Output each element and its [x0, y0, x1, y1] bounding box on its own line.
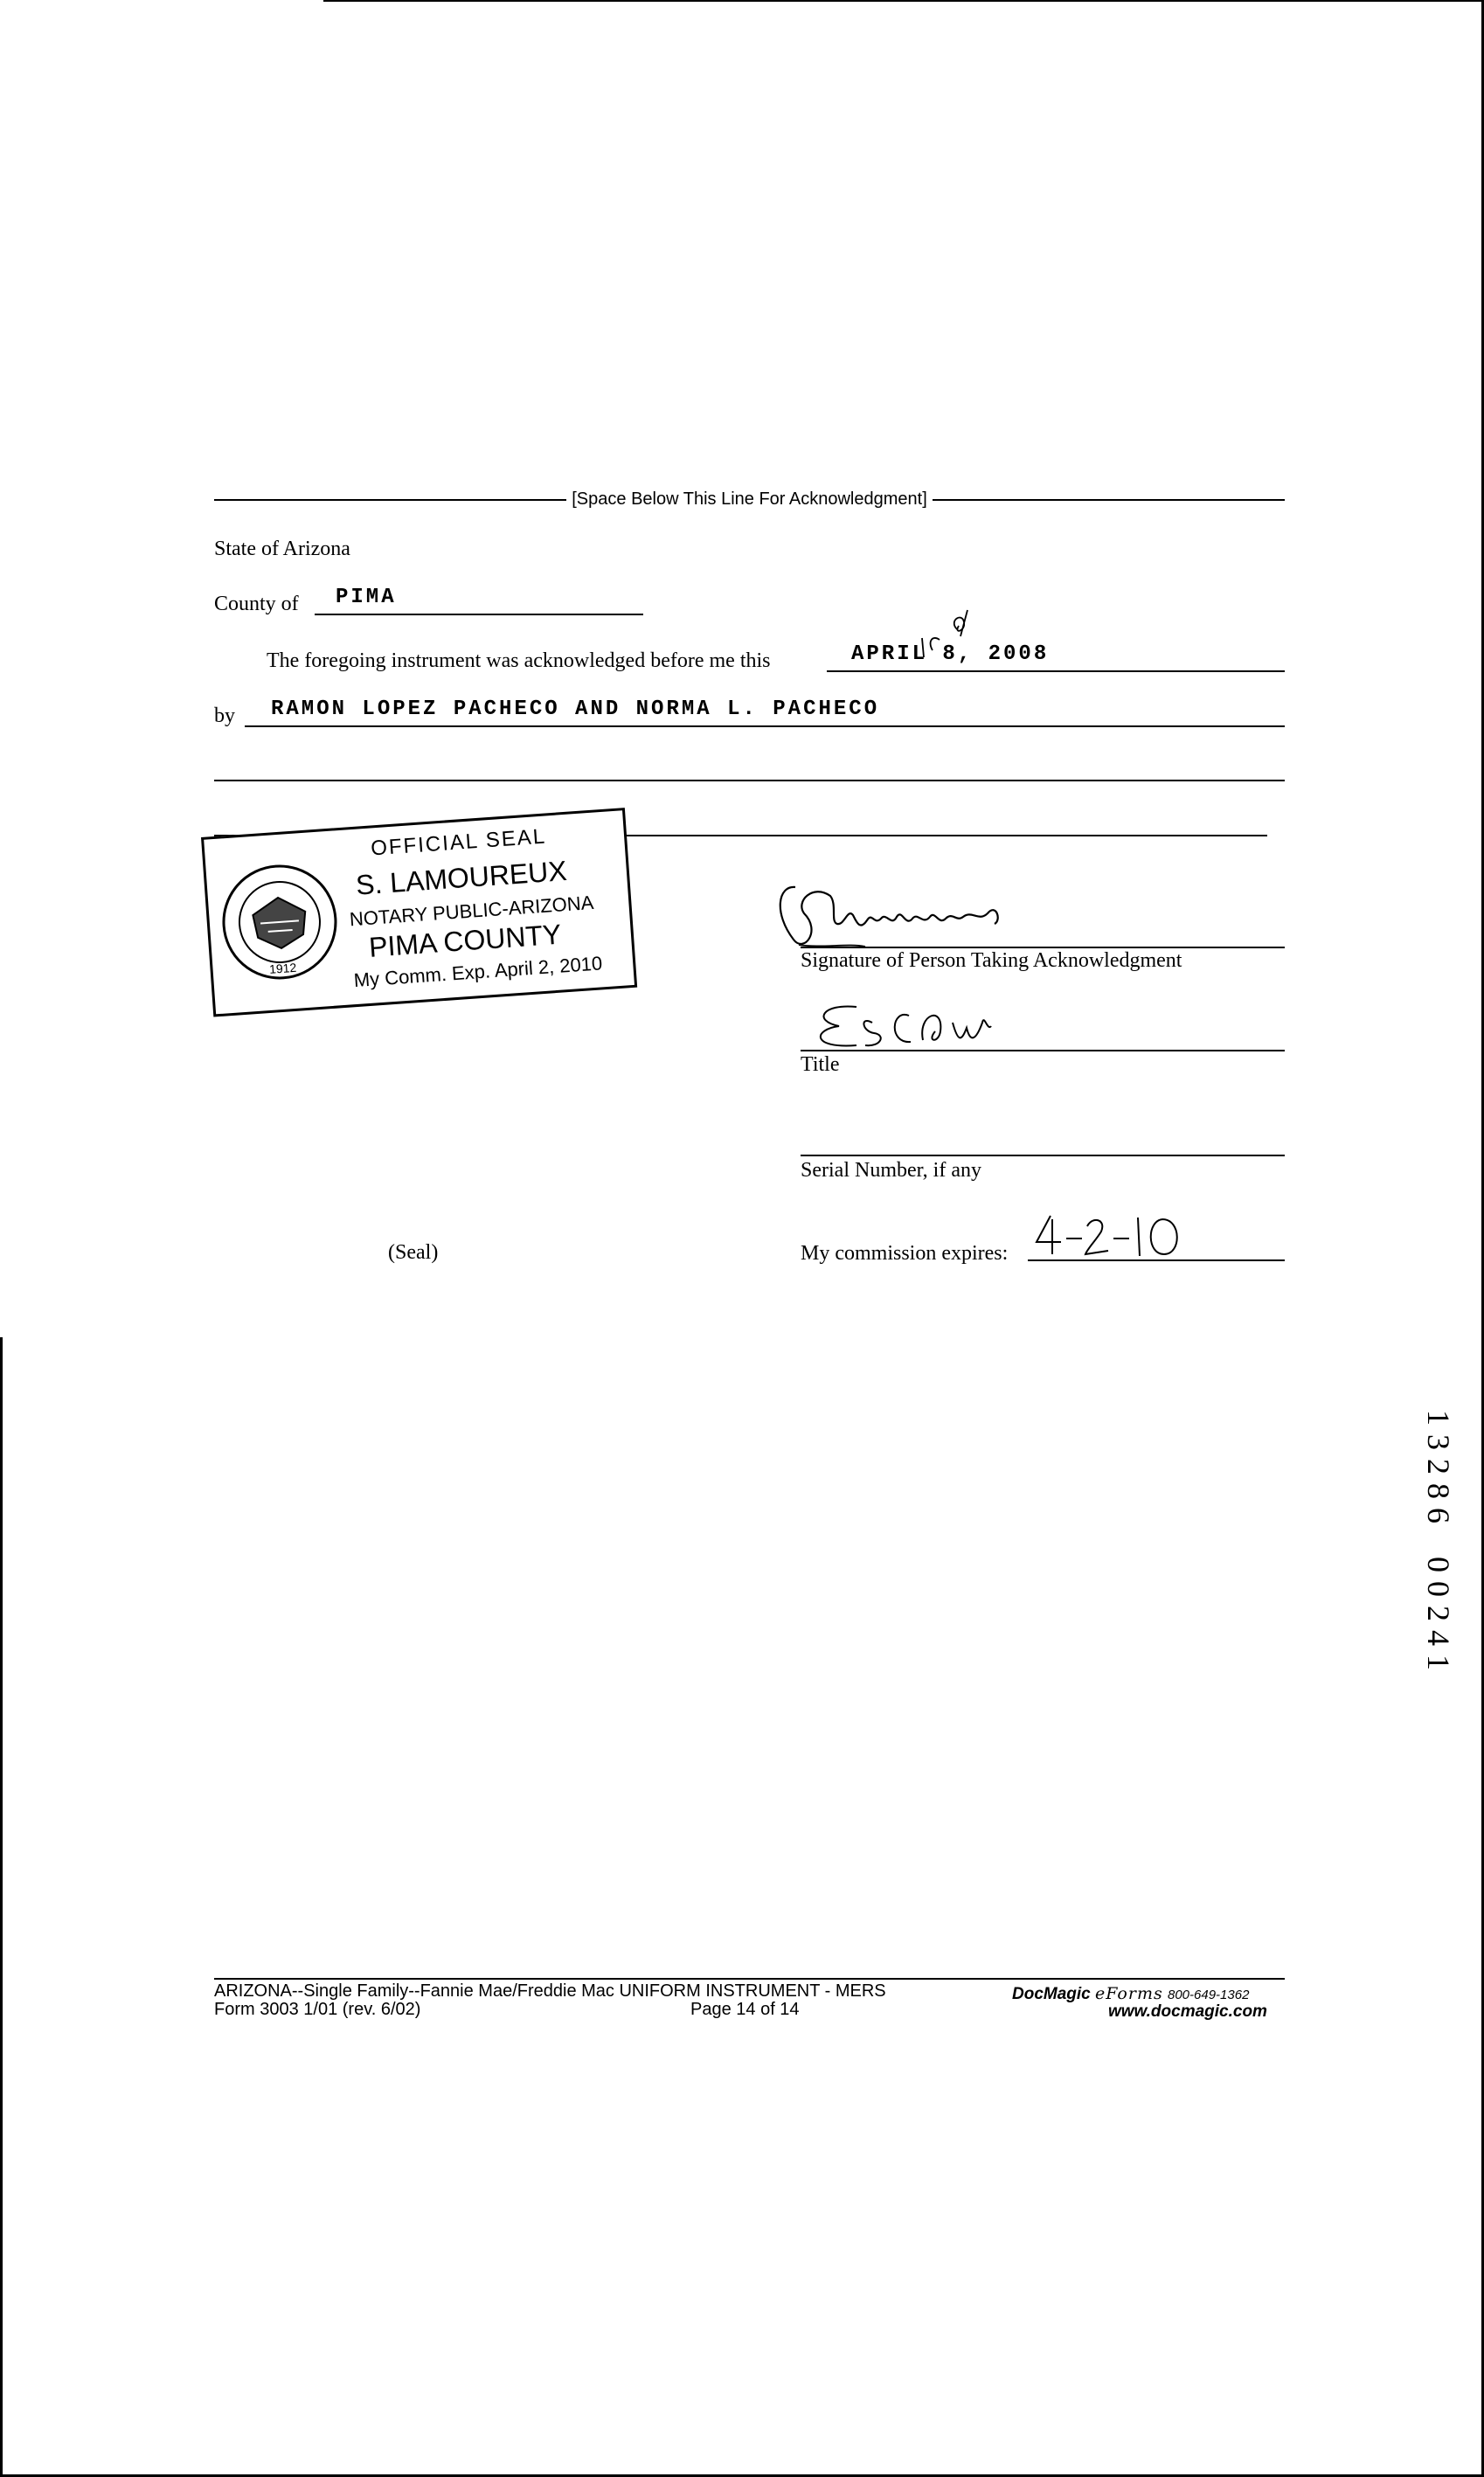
footer-form-number: Form 3003 1/01 (rev. 6/02)	[214, 2000, 421, 2019]
foregoing-text: The foregoing instrument was acknowledged before me this	[267, 649, 771, 672]
acknowledgment-divider	[214, 489, 1285, 510]
state-seal-emblem	[214, 857, 344, 987]
divider-rule-right	[933, 499, 1285, 501]
brand-phone: 800-649-1362	[1168, 1988, 1250, 2002]
commission-label: My commission expires:	[801, 1242, 1009, 1265]
by-value: RAMON LOPEZ PACHECO AND NORMA L. PACHECO	[271, 697, 880, 721]
page-border-top	[323, 0, 1484, 2]
acknowledgment-label: [Space Below This Line For Acknowledgment]	[572, 489, 927, 509]
by-field	[245, 697, 1285, 727]
seal-line-expiry: My Comm. Exp. April 2, 2010	[352, 952, 603, 992]
seal-label: (Seal)	[388, 1241, 439, 1264]
commission-handwriting	[1031, 1211, 1206, 1263]
date-field	[827, 642, 1285, 672]
seal-line-official: OFFICIAL SEAL	[370, 824, 548, 861]
stamp-digit: 2	[1421, 1606, 1456, 1621]
stamp-digit: 1	[1421, 1655, 1456, 1670]
seal-line-name: S. LAMOUREUX	[354, 854, 568, 901]
footer-brand	[1012, 1984, 1249, 2004]
footer-website: www.docmagic.com	[1108, 2002, 1267, 2021]
stamp-digit: 8	[1421, 1483, 1456, 1499]
serial-line	[801, 1155, 1285, 1156]
date-value: APRIL 8, 2008	[851, 642, 1050, 666]
seal-line-notary: NOTARY PUBLIC-ARIZONA	[349, 891, 595, 931]
state-text: State of Arizona	[214, 538, 350, 560]
footer-form-title: ARIZONA--Single Family--Fannie Mae/Freddie Mac UNIFORM INSTRUMENT - MERS	[214, 1981, 886, 2001]
signature-line	[801, 947, 1285, 948]
page-border-left	[0, 1337, 3, 2477]
stamp-digit: 4	[1421, 1630, 1456, 1646]
signature-label: Signature of Person Taking Acknowledgment	[801, 949, 1182, 972]
title-line	[801, 1050, 1285, 1051]
county-value: PIMA	[336, 586, 397, 609]
stamp-digit: 3	[1421, 1434, 1456, 1450]
commission-line	[1028, 1259, 1285, 1261]
stamp-digit: 6	[1421, 1508, 1456, 1523]
county-label: County of	[214, 593, 299, 615]
title-handwriting	[804, 996, 1031, 1058]
by-label: by	[214, 704, 235, 727]
serial-label: Serial Number, if any	[801, 1159, 981, 1182]
blank-line-1	[214, 780, 1285, 781]
brand-suffix: eForms	[1095, 1984, 1163, 2003]
divider-rule-left	[214, 499, 566, 501]
stamp-digit: 0	[1421, 1557, 1456, 1572]
footer-rule	[214, 1978, 1285, 1980]
stamp-digit: 2	[1421, 1459, 1456, 1474]
stamp-digit: 1	[1421, 1410, 1456, 1426]
county-field	[315, 587, 643, 615]
seal-emblem-year: 1912	[268, 960, 297, 976]
stamp-digit: 0	[1421, 1581, 1456, 1597]
seal-line-county: PIMA COUNTY	[367, 918, 563, 963]
recording-number-stamp	[1421, 1405, 1456, 1675]
title-label: Title	[801, 1053, 840, 1076]
footer-page-number: Page 14 of 14	[690, 2000, 800, 2019]
notary-signature	[769, 870, 1031, 957]
brand-name: DocMagic	[1012, 1985, 1091, 2003]
notary-seal-stamp	[201, 808, 637, 1016]
